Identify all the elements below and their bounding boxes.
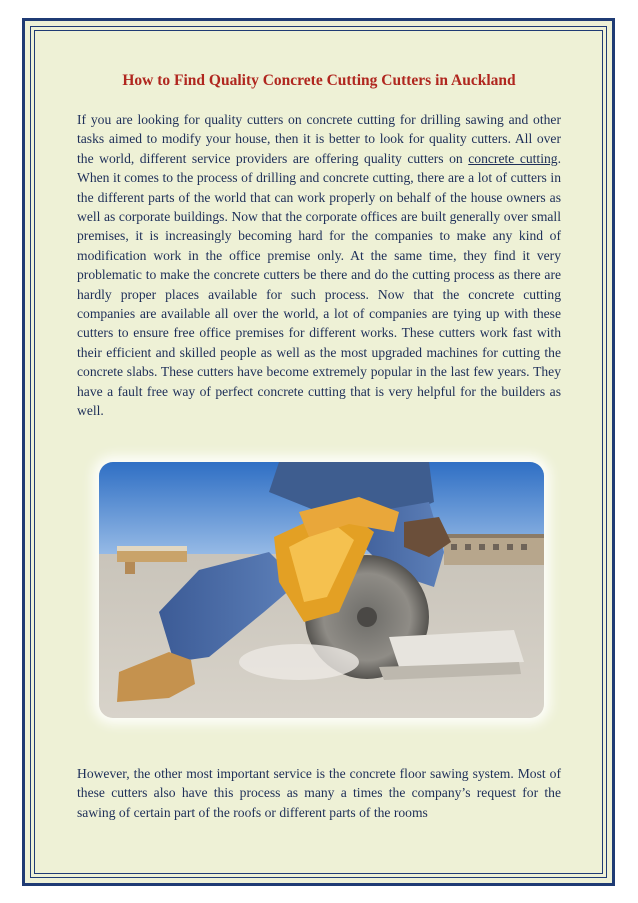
concrete-cutting-photo	[99, 462, 544, 718]
paragraph-1-text-after-link: . When it comes to the process of drilling and concrete cutting, there are a lot of cutters in the different parts of the world that can work properly on behalf of the house owners as well as corporate buildings. Now that the corporate offices are built generally over small premises, it is increasingly becoming hard for the companies to make any kind of modification work in the office premise only. At the same time, they find it very problematic to make the concrete cutters be there and do the cutting process as there are hardly proper places available for such process. Now that the concrete cutting companies are available all over the world, a lot of companies are tying up with these cutters to ensure free office premises for different works. These cutters work fast with their efficient and skilled people as well as the most upgraded machines for cutting the concrete slabs. These cutters have become extremely popular in the last few years. They have a fault free way of perfect concrete cutting that is very helpful for the builders as well.	[77, 150, 561, 419]
article-title: How to Find Quality Concrete Cutting Cutters in Auckland	[122, 72, 516, 89]
concrete-dust	[239, 644, 359, 680]
concrete-cutting-link[interactable]: concrete cutting	[468, 150, 558, 166]
article-paragraph-2: However, the other most important service is the concrete floor sawing system. Most of these cutters also have this process as many a times the company’s request for the sawing of certain part of the roofs or different parts of the rooms	[77, 766, 561, 820]
paragraph-1-text-before-link: If you are looking for quality cutters on concrete cutting for drilling sawing and other tasks aimed to modify your house, then it is better to look for quality cutters. All over the world, different service providers are offering quality cutters on	[77, 112, 561, 166]
article-paragraph-1	[77, 110, 561, 421]
building-right	[444, 534, 544, 565]
